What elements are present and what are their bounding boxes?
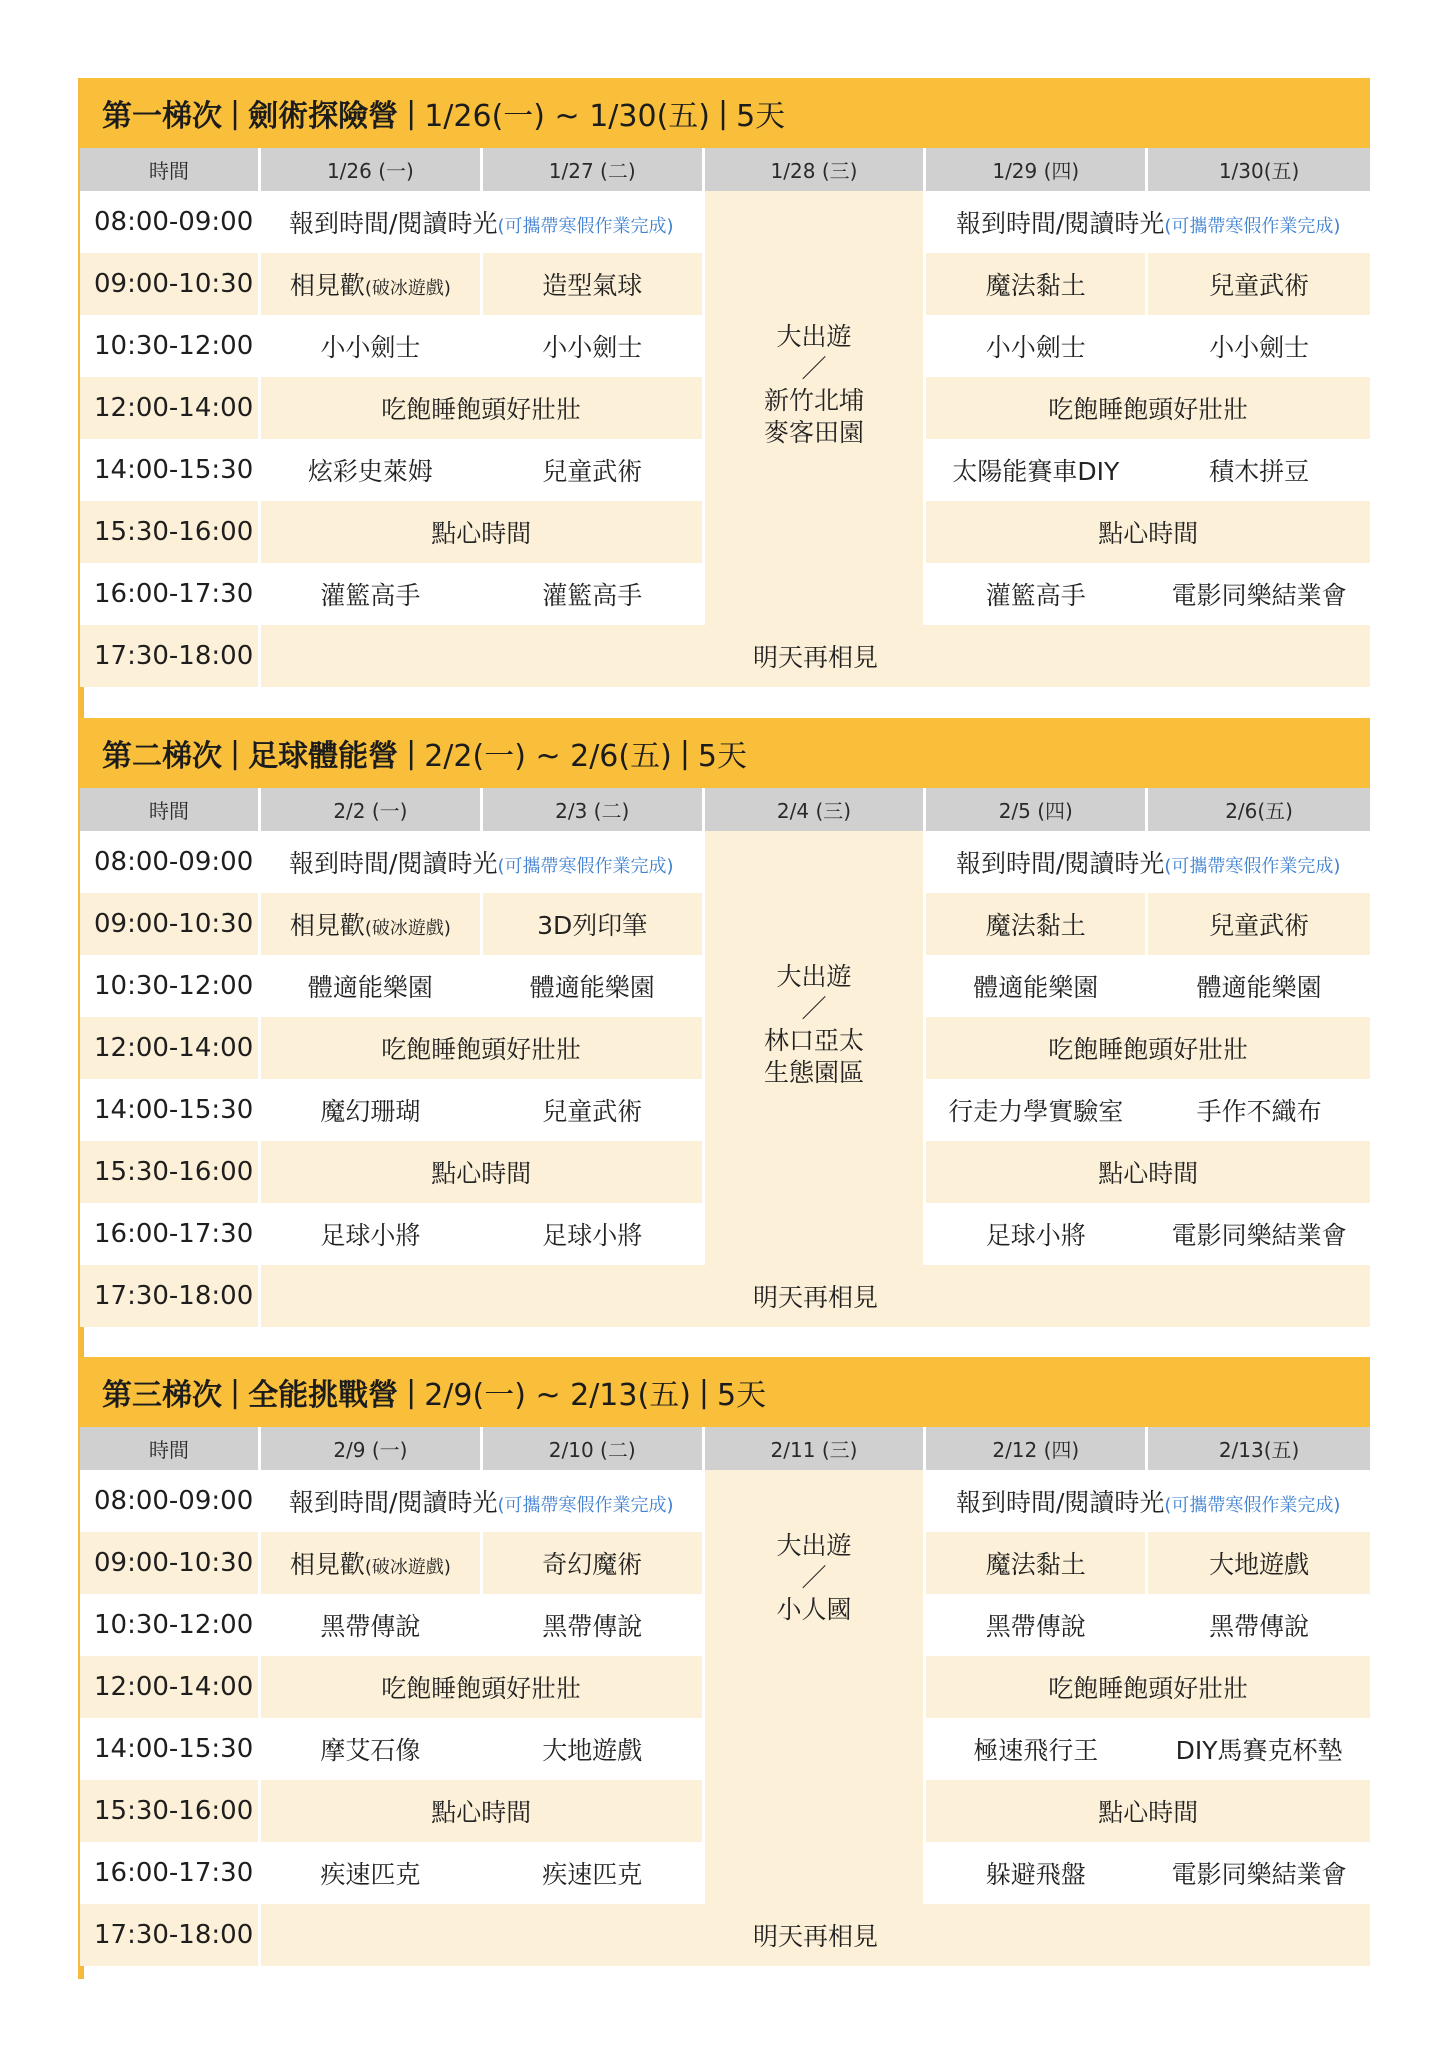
activity-label: 行走力學實驗室	[948, 1097, 1124, 1126]
activity-label: 黑帶傳說	[1209, 1612, 1310, 1641]
activity-cell	[926, 1203, 1148, 1265]
time-label: 12:00-14:00	[94, 1033, 254, 1063]
activity-label: 3D列印筆	[537, 911, 648, 940]
activity-cell	[483, 1079, 705, 1141]
activity-label: DIY馬賽克杯墊	[1175, 1736, 1343, 1765]
time-label: 12:00-14:00	[94, 1672, 254, 1702]
activity-cell	[926, 439, 1148, 501]
day-column-header	[705, 148, 927, 191]
checkin-label: 報到時間/閱讀時光	[955, 849, 1165, 878]
time-label: 10:30-12:00	[94, 1610, 254, 1640]
activity-cell	[926, 1842, 1148, 1904]
activity-cell	[483, 955, 705, 1017]
camp-theme: 全能挑戰營	[248, 1378, 399, 1413]
activity-label: 炫彩史萊姆	[307, 457, 433, 486]
checkin-note: (可攜帶寒假作業完成)	[1164, 856, 1341, 877]
farewell-label: 明天再相見	[752, 1283, 878, 1312]
activity-label: 灌籃高手	[542, 581, 643, 610]
camp-header	[80, 1357, 1370, 1427]
day-column-header	[1148, 788, 1370, 831]
activity-label: 足球小將	[542, 1221, 643, 1250]
time-cell	[80, 1780, 261, 1842]
activity-label: 造型氣球	[542, 271, 643, 300]
time-cell	[80, 625, 261, 687]
snack-label: 點心時間	[1098, 1798, 1199, 1827]
time-cell	[80, 1594, 261, 1656]
outing-title: 大出遊	[776, 1531, 852, 1560]
activity-cell	[1148, 315, 1370, 377]
lunch-cell	[261, 1017, 705, 1079]
day-label: 2/5 (四)	[998, 799, 1073, 823]
day-column-header	[261, 788, 483, 831]
table-row	[80, 625, 1370, 687]
time-header-label: 時間	[149, 159, 189, 183]
snack-cell	[261, 501, 705, 563]
activity-label: 魔幻珊瑚	[320, 1097, 421, 1126]
time-cell	[80, 1904, 261, 1966]
time-label: 09:00-10:30	[94, 1548, 254, 1578]
outing-place-line: 新竹北埔	[763, 386, 864, 415]
activity-label: 大地遊戲	[1209, 1550, 1310, 1579]
activity-cell	[1148, 1079, 1370, 1141]
activity-cell	[483, 253, 705, 315]
activity-note: (破冰遊戲)	[364, 918, 451, 939]
lunch-label: 吃飽睡飽頭好壯壯	[381, 395, 582, 424]
time-label: 17:30-18:00	[94, 1281, 254, 1311]
camp-dates: 2/2(一) ~ 2/6(五)	[424, 739, 672, 774]
divider: |	[406, 95, 417, 131]
day-label: 2/2 (一)	[333, 799, 408, 823]
camp-batch-name: 第一梯次	[102, 99, 222, 134]
activity-cell	[261, 315, 483, 377]
activity-label: 小小劍士	[542, 333, 643, 362]
table-row	[80, 191, 1370, 253]
lunch-label: 吃飽睡飽頭好壯壯	[1048, 395, 1249, 424]
time-cell	[80, 563, 261, 625]
outing-place-line: 生態園區	[763, 1058, 864, 1087]
camp-duration: 5天	[697, 739, 748, 774]
farewell-cell	[261, 625, 1370, 687]
time-cell	[80, 253, 261, 315]
activity-label: 足球小將	[320, 1221, 421, 1250]
day-label: 2/12 (四)	[992, 1438, 1080, 1462]
activity-note: (破冰遊戲)	[364, 278, 451, 299]
activity-label: 電影同樂結業會	[1171, 1221, 1347, 1250]
checkin-note: (可攜帶寒假作業完成)	[1164, 1495, 1341, 1516]
time-cell	[80, 1141, 261, 1203]
table-header-row	[80, 788, 1370, 831]
divider: |	[406, 735, 417, 771]
schedule-table	[80, 788, 1370, 1327]
activity-cell	[926, 831, 1370, 893]
divider: |	[230, 1374, 241, 1410]
activity-cell	[483, 1594, 705, 1656]
activity-cell	[926, 191, 1370, 253]
checkin-note: (可攜帶寒假作業完成)	[497, 1495, 674, 1516]
table-row	[80, 1265, 1370, 1327]
snack-cell	[926, 501, 1370, 563]
day-label: 1/26 (一)	[326, 159, 414, 183]
activity-cell	[483, 439, 705, 501]
day-column-header	[926, 1427, 1148, 1470]
outing-place-line: 小人國	[776, 1595, 852, 1624]
activity-label: 兒童武術	[1209, 911, 1310, 940]
time-cell	[80, 1079, 261, 1141]
time-header-label: 時間	[149, 1438, 189, 1462]
time-label: 14:00-15:30	[94, 455, 254, 485]
lunch-cell	[926, 1656, 1370, 1718]
activity-label: 極速飛行王	[973, 1736, 1099, 1765]
activity-cell	[261, 1079, 483, 1141]
activity-label: 足球小將	[985, 1221, 1086, 1250]
lunch-label: 吃飽睡飽頭好壯壯	[1048, 1674, 1249, 1703]
time-cell	[80, 1842, 261, 1904]
time-label: 12:00-14:00	[94, 393, 254, 423]
activity-cell	[1148, 439, 1370, 501]
activity-cell	[926, 253, 1148, 315]
camp-theme: 足球體能營	[248, 739, 399, 774]
activity-cell	[926, 955, 1148, 1017]
divider: |	[406, 1374, 417, 1410]
checkin-label: 報到時間/閱讀時光	[289, 849, 498, 878]
activity-cell	[1148, 1842, 1370, 1904]
camp-section	[80, 718, 1370, 1327]
lunch-cell	[926, 377, 1370, 439]
activity-cell	[261, 1470, 705, 1532]
snack-label: 點心時間	[431, 1798, 532, 1827]
day-column-header	[1148, 148, 1370, 191]
activity-cell	[1148, 1718, 1370, 1780]
activity-label: 手作不織布	[1196, 1097, 1322, 1126]
day-column-header	[705, 1427, 927, 1470]
time-cell	[80, 1017, 261, 1079]
activity-label: 小小劍士	[1209, 333, 1310, 362]
activity-cell	[261, 253, 483, 315]
activity-cell	[926, 315, 1148, 377]
time-cell	[80, 315, 261, 377]
activity-label: 疾速匹克	[542, 1860, 643, 1889]
day-column-header	[483, 788, 705, 831]
camp-header	[80, 718, 1370, 788]
time-label: 15:30-16:00	[94, 1157, 254, 1187]
outing-title: 大出遊	[776, 962, 852, 991]
time-cell	[80, 1265, 261, 1327]
outing-cell	[705, 1470, 927, 1904]
activity-cell	[483, 1842, 705, 1904]
lunch-cell	[261, 1656, 705, 1718]
time-cell	[80, 1470, 261, 1532]
time-cell	[80, 439, 261, 501]
activity-label: 灌籃高手	[320, 581, 421, 610]
activity-label: 大地遊戲	[542, 1736, 643, 1765]
day-column-header	[483, 148, 705, 191]
time-label: 09:00-10:30	[94, 269, 254, 299]
time-label: 15:30-16:00	[94, 1796, 254, 1826]
divider: |	[679, 735, 690, 771]
farewell-label: 明天再相見	[752, 643, 878, 672]
camp-section	[80, 78, 1370, 687]
lunch-label: 吃飽睡飽頭好壯壯	[381, 1674, 582, 1703]
day-column-header	[483, 1427, 705, 1470]
checkin-note: (可攜帶寒假作業完成)	[1164, 216, 1341, 237]
camp-header	[80, 78, 1370, 148]
checkin-label: 報到時間/閱讀時光	[955, 209, 1165, 238]
activity-cell	[261, 955, 483, 1017]
outing-cell	[705, 191, 927, 625]
day-label: 2/11 (三)	[770, 1438, 858, 1462]
activity-label: 體適能樂園	[529, 973, 655, 1002]
activity-cell	[1148, 1594, 1370, 1656]
time-cell	[80, 191, 261, 253]
checkin-label: 報到時間/閱讀時光	[955, 1488, 1165, 1517]
time-cell	[80, 1203, 261, 1265]
divider: |	[698, 1374, 710, 1410]
time-column-header	[80, 148, 261, 191]
activity-cell	[926, 1079, 1148, 1141]
activity-label: 魔法黏土	[985, 911, 1086, 940]
time-cell	[80, 1656, 261, 1718]
farewell-cell	[261, 1265, 1370, 1327]
activity-label: 太陽能賽車DIY	[952, 457, 1120, 486]
farewell-cell	[261, 1904, 1370, 1966]
time-cell	[80, 893, 261, 955]
time-label: 16:00-17:30	[94, 579, 254, 609]
day-label: 2/6(五)	[1225, 799, 1293, 823]
activity-cell	[261, 191, 705, 253]
activity-cell	[261, 1842, 483, 1904]
outing-slash: ／	[801, 354, 827, 383]
lunch-cell	[261, 377, 705, 439]
activity-cell	[926, 1470, 1370, 1532]
snack-cell	[261, 1141, 705, 1203]
time-label: 10:30-12:00	[94, 971, 254, 1001]
time-cell	[80, 1532, 261, 1594]
day-column-header	[261, 1427, 483, 1470]
activity-label: 魔法黏土	[985, 1550, 1086, 1579]
activity-cell	[261, 563, 483, 625]
lunch-cell	[926, 1017, 1370, 1079]
activity-label: 小小劍士	[320, 333, 421, 362]
activity-label: 兒童武術	[1209, 271, 1310, 300]
activity-label: 電影同樂結業會	[1171, 1860, 1347, 1889]
activity-label: 體適能樂園	[973, 973, 1099, 1002]
snack-cell	[926, 1780, 1370, 1842]
time-label: 14:00-15:30	[94, 1095, 254, 1125]
activity-label: 黑帶傳說	[985, 1612, 1086, 1641]
day-column-header	[1148, 1427, 1370, 1470]
activity-label: 黑帶傳說	[320, 1612, 421, 1641]
activity-label: 相見歡	[289, 271, 365, 300]
day-column-header	[261, 148, 483, 191]
divider: |	[230, 735, 241, 771]
outing-slash: ／	[801, 994, 827, 1023]
day-column-header	[705, 788, 927, 831]
snack-label: 點心時間	[1098, 1159, 1199, 1188]
outing-cell	[705, 831, 927, 1265]
time-label: 09:00-10:30	[94, 909, 254, 939]
activity-label: 積木拼豆	[1209, 457, 1310, 486]
time-label: 14:00-15:30	[94, 1734, 254, 1764]
time-label: 17:30-18:00	[94, 641, 254, 671]
activity-label: 兒童武術	[542, 1097, 643, 1126]
activity-label: 體適能樂園	[1196, 973, 1322, 1002]
time-cell	[80, 831, 261, 893]
activity-cell	[483, 1718, 705, 1780]
table-row	[80, 1470, 1370, 1532]
activity-label: 兒童武術	[542, 457, 643, 486]
activity-label: 奇幻魔術	[542, 1550, 643, 1579]
time-cell	[80, 1718, 261, 1780]
time-cell	[80, 955, 261, 1017]
activity-cell	[1148, 253, 1370, 315]
lunch-label: 吃飽睡飽頭好壯壯	[1048, 1035, 1249, 1064]
camp-duration: 5天	[717, 1378, 767, 1413]
camp-batch-name: 第三梯次	[102, 1378, 222, 1413]
activity-cell	[926, 1532, 1148, 1594]
camp-batch-name: 第二梯次	[102, 739, 222, 774]
table-row	[80, 1904, 1370, 1966]
snack-cell	[926, 1141, 1370, 1203]
time-label: 08:00-09:00	[94, 207, 254, 237]
activity-cell	[1148, 893, 1370, 955]
activity-label: 電影同樂結業會	[1171, 581, 1347, 610]
activity-label: 疾速匹克	[320, 1860, 421, 1889]
camp-duration: 5天	[736, 99, 786, 134]
table-header-row	[80, 1427, 1370, 1470]
camp-dates: 1/26(一) ~ 1/30(五)	[424, 99, 710, 134]
divider: |	[717, 95, 729, 131]
day-label: 2/4 (三)	[776, 799, 852, 823]
camp-theme: 劍術探險營	[248, 99, 399, 134]
snack-label: 點心時間	[431, 1159, 532, 1188]
activity-cell	[483, 315, 705, 377]
activity-label: 躲避飛盤	[985, 1860, 1086, 1889]
farewell-label: 明天再相見	[752, 1922, 878, 1951]
schedule-table	[80, 148, 1370, 687]
activity-cell	[261, 1594, 483, 1656]
checkin-note: (可攜帶寒假作業完成)	[497, 856, 674, 877]
schedule-table	[80, 1427, 1370, 1966]
outing-place-line: 麥客田園	[763, 418, 864, 447]
divider: |	[230, 95, 241, 131]
activity-note: (破冰遊戲)	[364, 1557, 451, 1578]
day-label: 2/3 (二)	[555, 799, 630, 823]
activity-cell	[261, 1718, 483, 1780]
day-label: 2/10 (二)	[548, 1438, 636, 1462]
time-column-header	[80, 788, 261, 831]
activity-cell	[483, 1203, 705, 1265]
activity-label: 小小劍士	[985, 333, 1086, 362]
snack-cell	[261, 1780, 705, 1842]
table-header-row	[80, 148, 1370, 191]
snack-label: 點心時間	[1098, 519, 1199, 548]
activity-cell	[483, 563, 705, 625]
time-label: 08:00-09:00	[94, 1486, 254, 1516]
activity-cell	[1148, 1532, 1370, 1594]
time-header-label: 時間	[149, 799, 189, 823]
activity-cell	[261, 893, 483, 955]
camp-section	[80, 1357, 1370, 1966]
lunch-label: 吃飽睡飽頭好壯壯	[381, 1035, 582, 1064]
checkin-label: 報到時間/閱讀時光	[289, 209, 498, 238]
activity-cell	[483, 1532, 705, 1594]
day-label: 1/29 (四)	[992, 159, 1080, 183]
checkin-note: (可攜帶寒假作業完成)	[497, 216, 674, 237]
activity-label: 相見歡	[289, 1550, 365, 1579]
time-column-header	[80, 1427, 261, 1470]
day-label: 1/30(五)	[1218, 159, 1300, 183]
activity-label: 相見歡	[289, 911, 365, 940]
activity-label: 灌籃高手	[985, 581, 1086, 610]
activity-cell	[926, 563, 1148, 625]
activity-cell	[1148, 563, 1370, 625]
activity-cell	[926, 1718, 1148, 1780]
time-label: 17:30-18:00	[94, 1920, 254, 1950]
table-row	[80, 831, 1370, 893]
outing-slash: ／	[801, 1563, 827, 1592]
day-column-header	[926, 148, 1148, 191]
activity-label: 魔法黏土	[985, 271, 1086, 300]
time-label: 16:00-17:30	[94, 1219, 254, 1249]
day-label: 1/28 (三)	[770, 159, 858, 183]
outing-place-line: 林口亞太	[763, 1026, 864, 1055]
checkin-label: 報到時間/閱讀時光	[289, 1488, 498, 1517]
activity-cell	[261, 831, 705, 893]
activity-cell	[1148, 1203, 1370, 1265]
activity-label: 體適能樂園	[307, 973, 433, 1002]
activity-cell	[483, 893, 705, 955]
snack-label: 點心時間	[431, 519, 532, 548]
camp-dates: 2/9(一) ~ 2/13(五)	[424, 1378, 691, 1413]
time-label: 10:30-12:00	[94, 331, 254, 361]
time-cell	[80, 501, 261, 563]
activity-cell	[1148, 955, 1370, 1017]
activity-cell	[261, 439, 483, 501]
day-label: 2/9 (一)	[333, 1438, 408, 1462]
activity-cell	[926, 1594, 1148, 1656]
activity-cell	[261, 1532, 483, 1594]
day-label: 1/27 (二)	[548, 159, 636, 183]
time-cell	[80, 377, 261, 439]
activity-label: 黑帶傳說	[542, 1612, 643, 1641]
day-label: 2/13(五)	[1218, 1438, 1300, 1462]
time-label: 15:30-16:00	[94, 517, 254, 547]
time-label: 16:00-17:30	[94, 1858, 254, 1888]
activity-cell	[926, 893, 1148, 955]
activity-cell	[261, 1203, 483, 1265]
day-column-header	[926, 788, 1148, 831]
time-label: 08:00-09:00	[94, 847, 254, 877]
activity-label: 摩艾石像	[320, 1736, 421, 1765]
outing-title: 大出遊	[776, 322, 852, 351]
